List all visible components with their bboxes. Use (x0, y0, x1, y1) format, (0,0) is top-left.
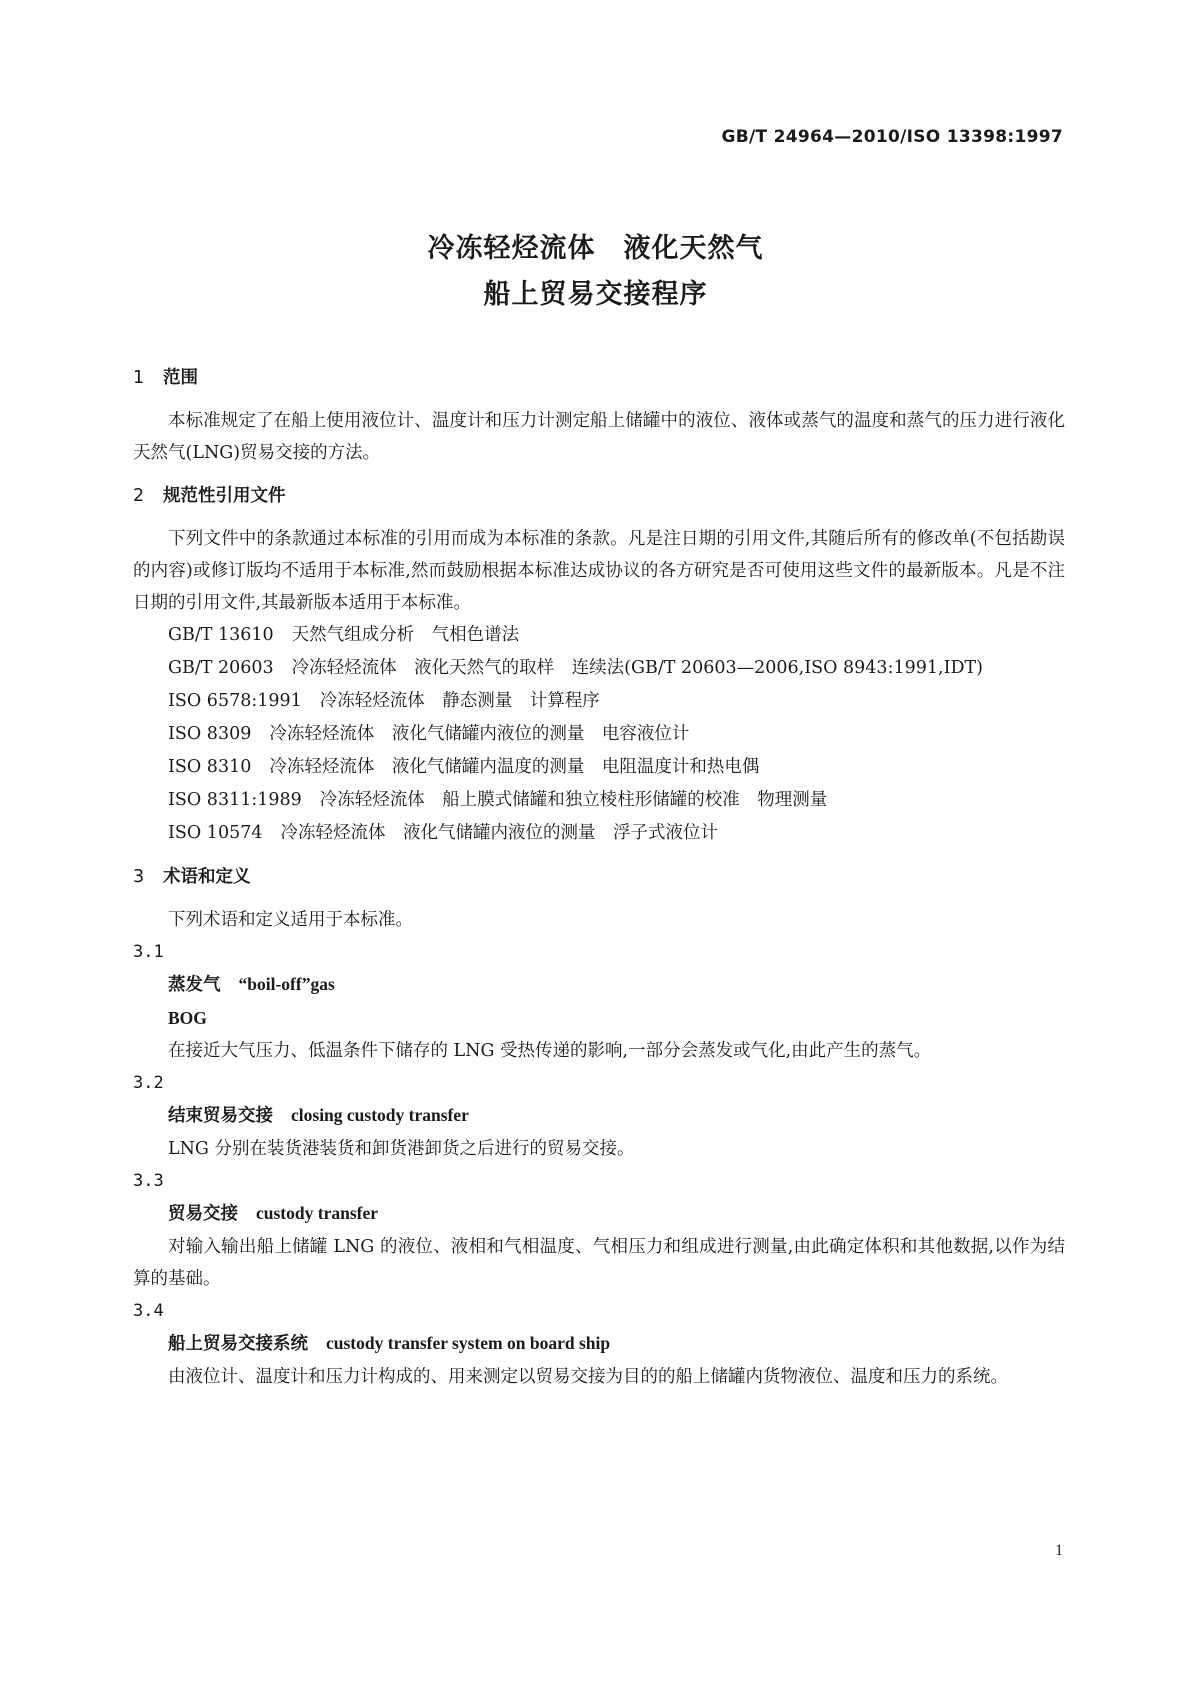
term-definition: 对输入输出船上储罐 LNG 的液位、液相和气相温度、气相压力和组成进行测量,由此确定体积和其他数据,以作为结算的基础。 (133, 1237, 1065, 1289)
term-number: 3.2 (133, 1073, 164, 1093)
term-chinese: 贸易交接 (168, 1204, 238, 1224)
section-number: 2 (133, 486, 145, 506)
reference-title: 冷冻轻烃流体 液化天然气的取样 连续法(GB/T 20603—2006,ISO 8943:1991,IDT) (291, 658, 984, 678)
reference-code: ISO 10574 (168, 823, 263, 843)
reference-code: GB/T 13610 (168, 625, 274, 645)
term-english: closing custody transfer (291, 1105, 469, 1125)
reference-title: 天然气组成分析 气相色谱法 (291, 625, 520, 645)
term-definition: LNG 分别在装货港装货和卸货港卸货之后进行的贸易交接。 (168, 1139, 635, 1159)
term-definition: 由液位计、温度计和压力计构成的、用来测定以贸易交接为目的的船上储罐内货物液位、温度和压力的系统。 (168, 1367, 1008, 1387)
section-2-paragraph: 下列文件中的条款通过本标准的引用而成为本标准的条款。凡是注日期的引用文件,其随后所有的修改单(不包括勘误的内容)或修订版均不适用于本标准,然而鼓励根据本标准达成协议的各方研究是否可使用这些文件的最新版本。凡是不注日期的引用文件,其最新版本适用于本标准。 (133, 529, 1065, 613)
term-chinese: 蒸发气 (168, 975, 221, 995)
term-entry (133, 1295, 1065, 1393)
term-chinese: 船上贸易交接系统 (168, 1334, 308, 1354)
term-entry (133, 1165, 1065, 1295)
title-line-1: 冷冻轻烃流体 液化天然气 (427, 233, 764, 264)
term-english: custody transfer (256, 1203, 378, 1223)
term-number: 3.1 (133, 942, 164, 962)
term-name (133, 1327, 1065, 1361)
page-number: 1 (1055, 1542, 1063, 1559)
title-line-2: 船上贸易交接程序 (483, 279, 708, 310)
term-entry (133, 1067, 1065, 1165)
standard-number: GB/T 24964—2010/ISO 13398:1997 (721, 127, 1063, 147)
reference-list (133, 619, 1065, 850)
reference-item (133, 652, 1065, 685)
reference-item (133, 718, 1065, 751)
term-name (133, 968, 1065, 1002)
reference-code: ISO 6578:1991 (168, 691, 302, 711)
document-body (133, 365, 1065, 1393)
section-title: 规范性引用文件 (163, 486, 286, 506)
term-abbreviation: BOG (168, 1008, 207, 1028)
reference-title: 冷冻轻烃流体 静态测量 计算程序 (319, 691, 600, 711)
section-title: 术语和定义 (163, 867, 251, 887)
term-entry (133, 936, 1065, 1067)
reference-item (133, 619, 1065, 652)
term-name (133, 1197, 1065, 1231)
term-number: 3.3 (133, 1171, 164, 1191)
reference-item (133, 784, 1065, 817)
reference-title: 冷冻轻烃流体 液化气储罐内液位的测量 浮子式液位计 (280, 823, 718, 843)
section-title: 范围 (163, 368, 198, 388)
reference-title: 冷冻轻烃流体 液化气储罐内液位的测量 电容液位计 (269, 724, 690, 744)
term-english: custody transfer system on board ship (326, 1333, 611, 1353)
reference-code: ISO 8309 (168, 724, 252, 744)
reference-code: ISO 8310 (168, 757, 252, 777)
reference-code: GB/T 20603 (168, 658, 274, 678)
term-definition: 在接近大气压力、低温条件下储存的 LNG 受热传递的影响,一部分会蒸发或气化,由此产生的蒸气。 (168, 1041, 932, 1061)
section-number: 1 (133, 368, 145, 388)
term-chinese: 结束贸易交接 (168, 1106, 273, 1126)
term-english: “boil-off”gas (238, 974, 335, 994)
section-3-intro: 下列术语和定义适用于本标准。 (168, 910, 413, 930)
reference-title: 冷冻轻烃流体 船上膜式储罐和独立棱柱形储罐的校准 物理测量 (319, 790, 828, 810)
reference-item (133, 751, 1065, 784)
reference-code: ISO 8311:1989 (168, 790, 302, 810)
term-name (133, 1099, 1065, 1133)
section-3-heading (133, 864, 1065, 890)
reference-item (133, 817, 1065, 850)
document-title (0, 226, 1191, 318)
section-1-paragraph: 本标准规定了在船上使用液位计、温度计和压力计测定船上储罐中的液位、液体或蒸气的温度和蒸气的压力进行液化天然气(LNG)贸易交接的方法。 (133, 411, 1065, 463)
term-number: 3.4 (133, 1301, 164, 1321)
section-2-heading (133, 483, 1065, 509)
section-1-heading (133, 365, 1065, 391)
section-number: 3 (133, 867, 145, 887)
reference-item (133, 685, 1065, 718)
reference-title: 冷冻轻烃流体 液化气储罐内温度的测量 电阻温度计和热电偶 (269, 757, 760, 777)
